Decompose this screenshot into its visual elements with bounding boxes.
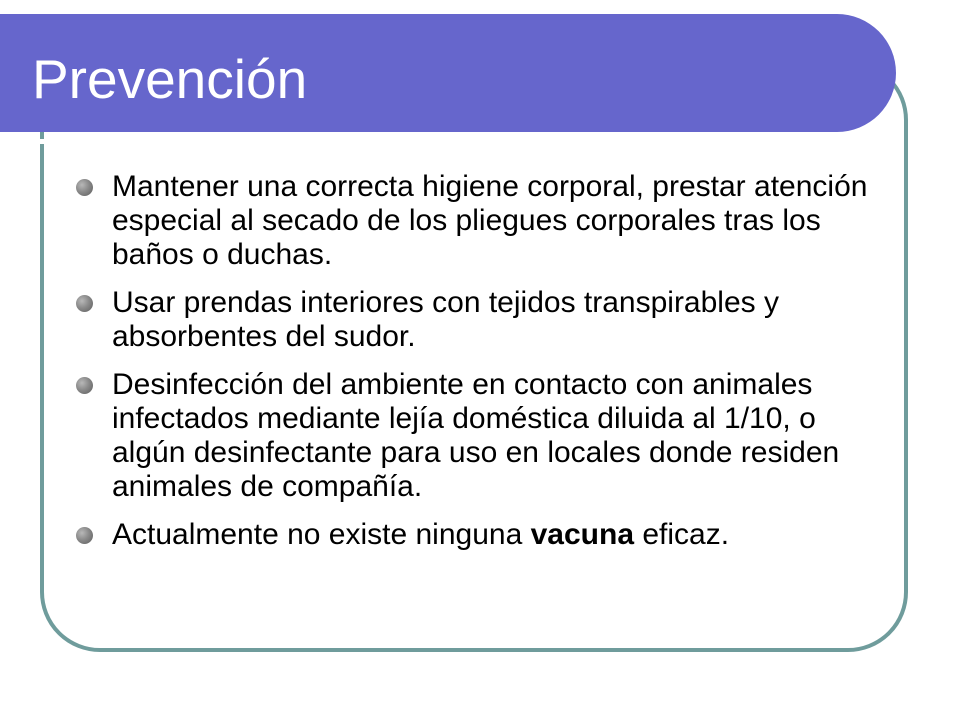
title-bar (0, 14, 896, 132)
bullet-text-before: Actualmente no existe ninguna (112, 518, 531, 551)
bullet-dot-icon (76, 179, 93, 196)
bullet-list (72, 170, 872, 566)
title-underline (0, 139, 848, 144)
bullet-text-bold: vacuna (530, 518, 634, 551)
bullet-item-hygiene (72, 170, 872, 272)
bullet-item-clothing (72, 286, 872, 354)
bullet-dot-icon (76, 527, 93, 544)
bullet-dot-icon (76, 377, 93, 394)
bullet-item-disinfection (72, 368, 872, 504)
bullet-text: Mantener una correcta higiene corporal, prestar atención especial al secado de los pliegues corporales tras los baños o duchas. (112, 170, 868, 271)
slide-title: Prevención (32, 48, 308, 110)
bullet-text-after: eficaz. (634, 518, 730, 551)
bullet-text: Desinfección del ambiente en contacto con animales infectados mediante lejía doméstica diluida al 1/10, o algún desinfectante para uso en locales donde residen animales de compañía. (112, 368, 840, 503)
bullet-item-vaccine (72, 518, 872, 552)
bullet-dot-icon (76, 295, 93, 312)
bullet-text: Usar prendas interiores con tejidos transpirables y absorbentes del sudor. (112, 286, 779, 353)
